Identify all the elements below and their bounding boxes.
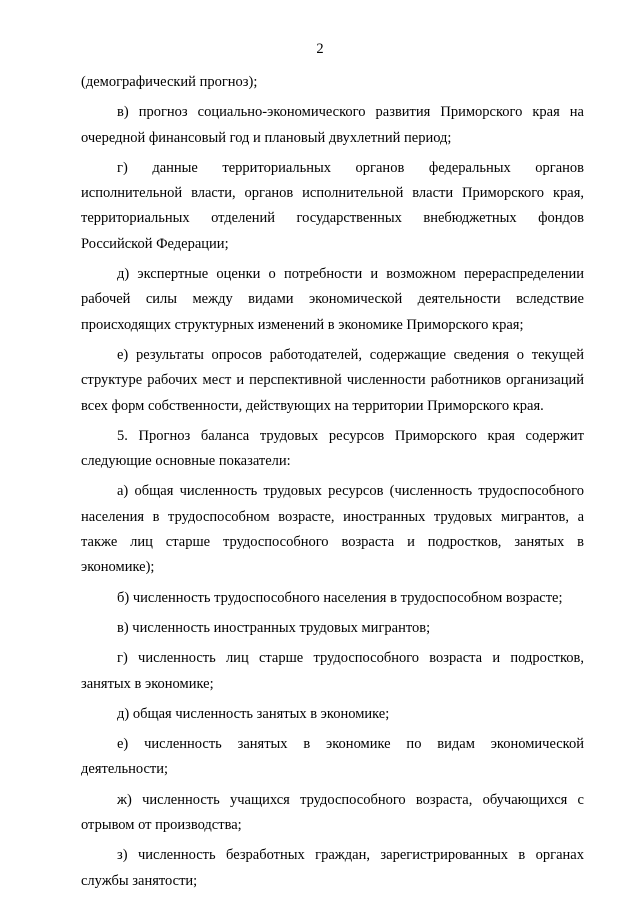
paragraph-item-e-employer-surveys: е) результаты опросов работодателей, содержащие сведения о текущей структуре рабочих мест и перспективной численности работников организаций всех форм собственности, действующих на территории Приморского края. [81,346,584,414]
paragraph-section-5-indicators: 5. Прогноз баланса трудовых ресурсов Приморского края содержит следующие основные показатели: [81,427,584,470]
paragraph-demographic-forecast: (демографический прогноз); [81,74,258,90]
document-body [81,70,584,899]
paragraph-item-e-employed-by-activity: е) численность занятых в экономике по видам экономической деятельности; [81,736,584,778]
paragraph-item-z-registered-unemployed: з) численность безработных граждан, зарегистрированных в органах службы занятости; [81,847,584,889]
paragraph-item-zh-full-time-students: ж) численность учащихся трудоспособного возраста, обучающихся с отрывом от производства; [81,791,584,834]
paragraph-item-v-foreign-migrants: в) численность иностранных трудовых мигрантов; [117,619,431,636]
page-number: 2 [316,41,324,57]
paragraph-item-v-socioeconomic-forecast: в) прогноз социально-экономического развития Приморского края на очередной финансовый год и плановый двухлетний период; [81,104,584,146]
paragraph-item-a-total-labor-resources: а) общая численность трудовых ресурсов (численность трудоспособного населения в трудоспособном возрасте, иностранных трудовых мигрантов, а также лиц старше трудоспособного возраста и подростков, занятых в экономике); [81,483,584,576]
paragraph-item-g-agency-data: г) данные территориальных органов федеральных органов исполнительной власти, органов исполнительной власти Приморского края, территориальных отделений государственных внебюджетных фондов Российской Федерации; [81,159,584,252]
paragraph-item-g-elderly-and-teens: г) численность лиц старше трудоспособного возраста и подростков, занятых в экономике; [81,650,584,692]
paragraph-item-d-expert-estimates: д) экспертные оценки о потребности и возможном перераспределении рабочей силы между видами экономической деятельности вследствие происходящих структурных изменений в экономике Приморского края; [81,266,584,333]
paragraph-item-d-total-employed: д) общая численность занятых в экономике; [117,705,390,722]
paragraph-item-b-working-age-population: б) численность трудоспособного населения в трудоспособном возрасте; [117,589,563,606]
